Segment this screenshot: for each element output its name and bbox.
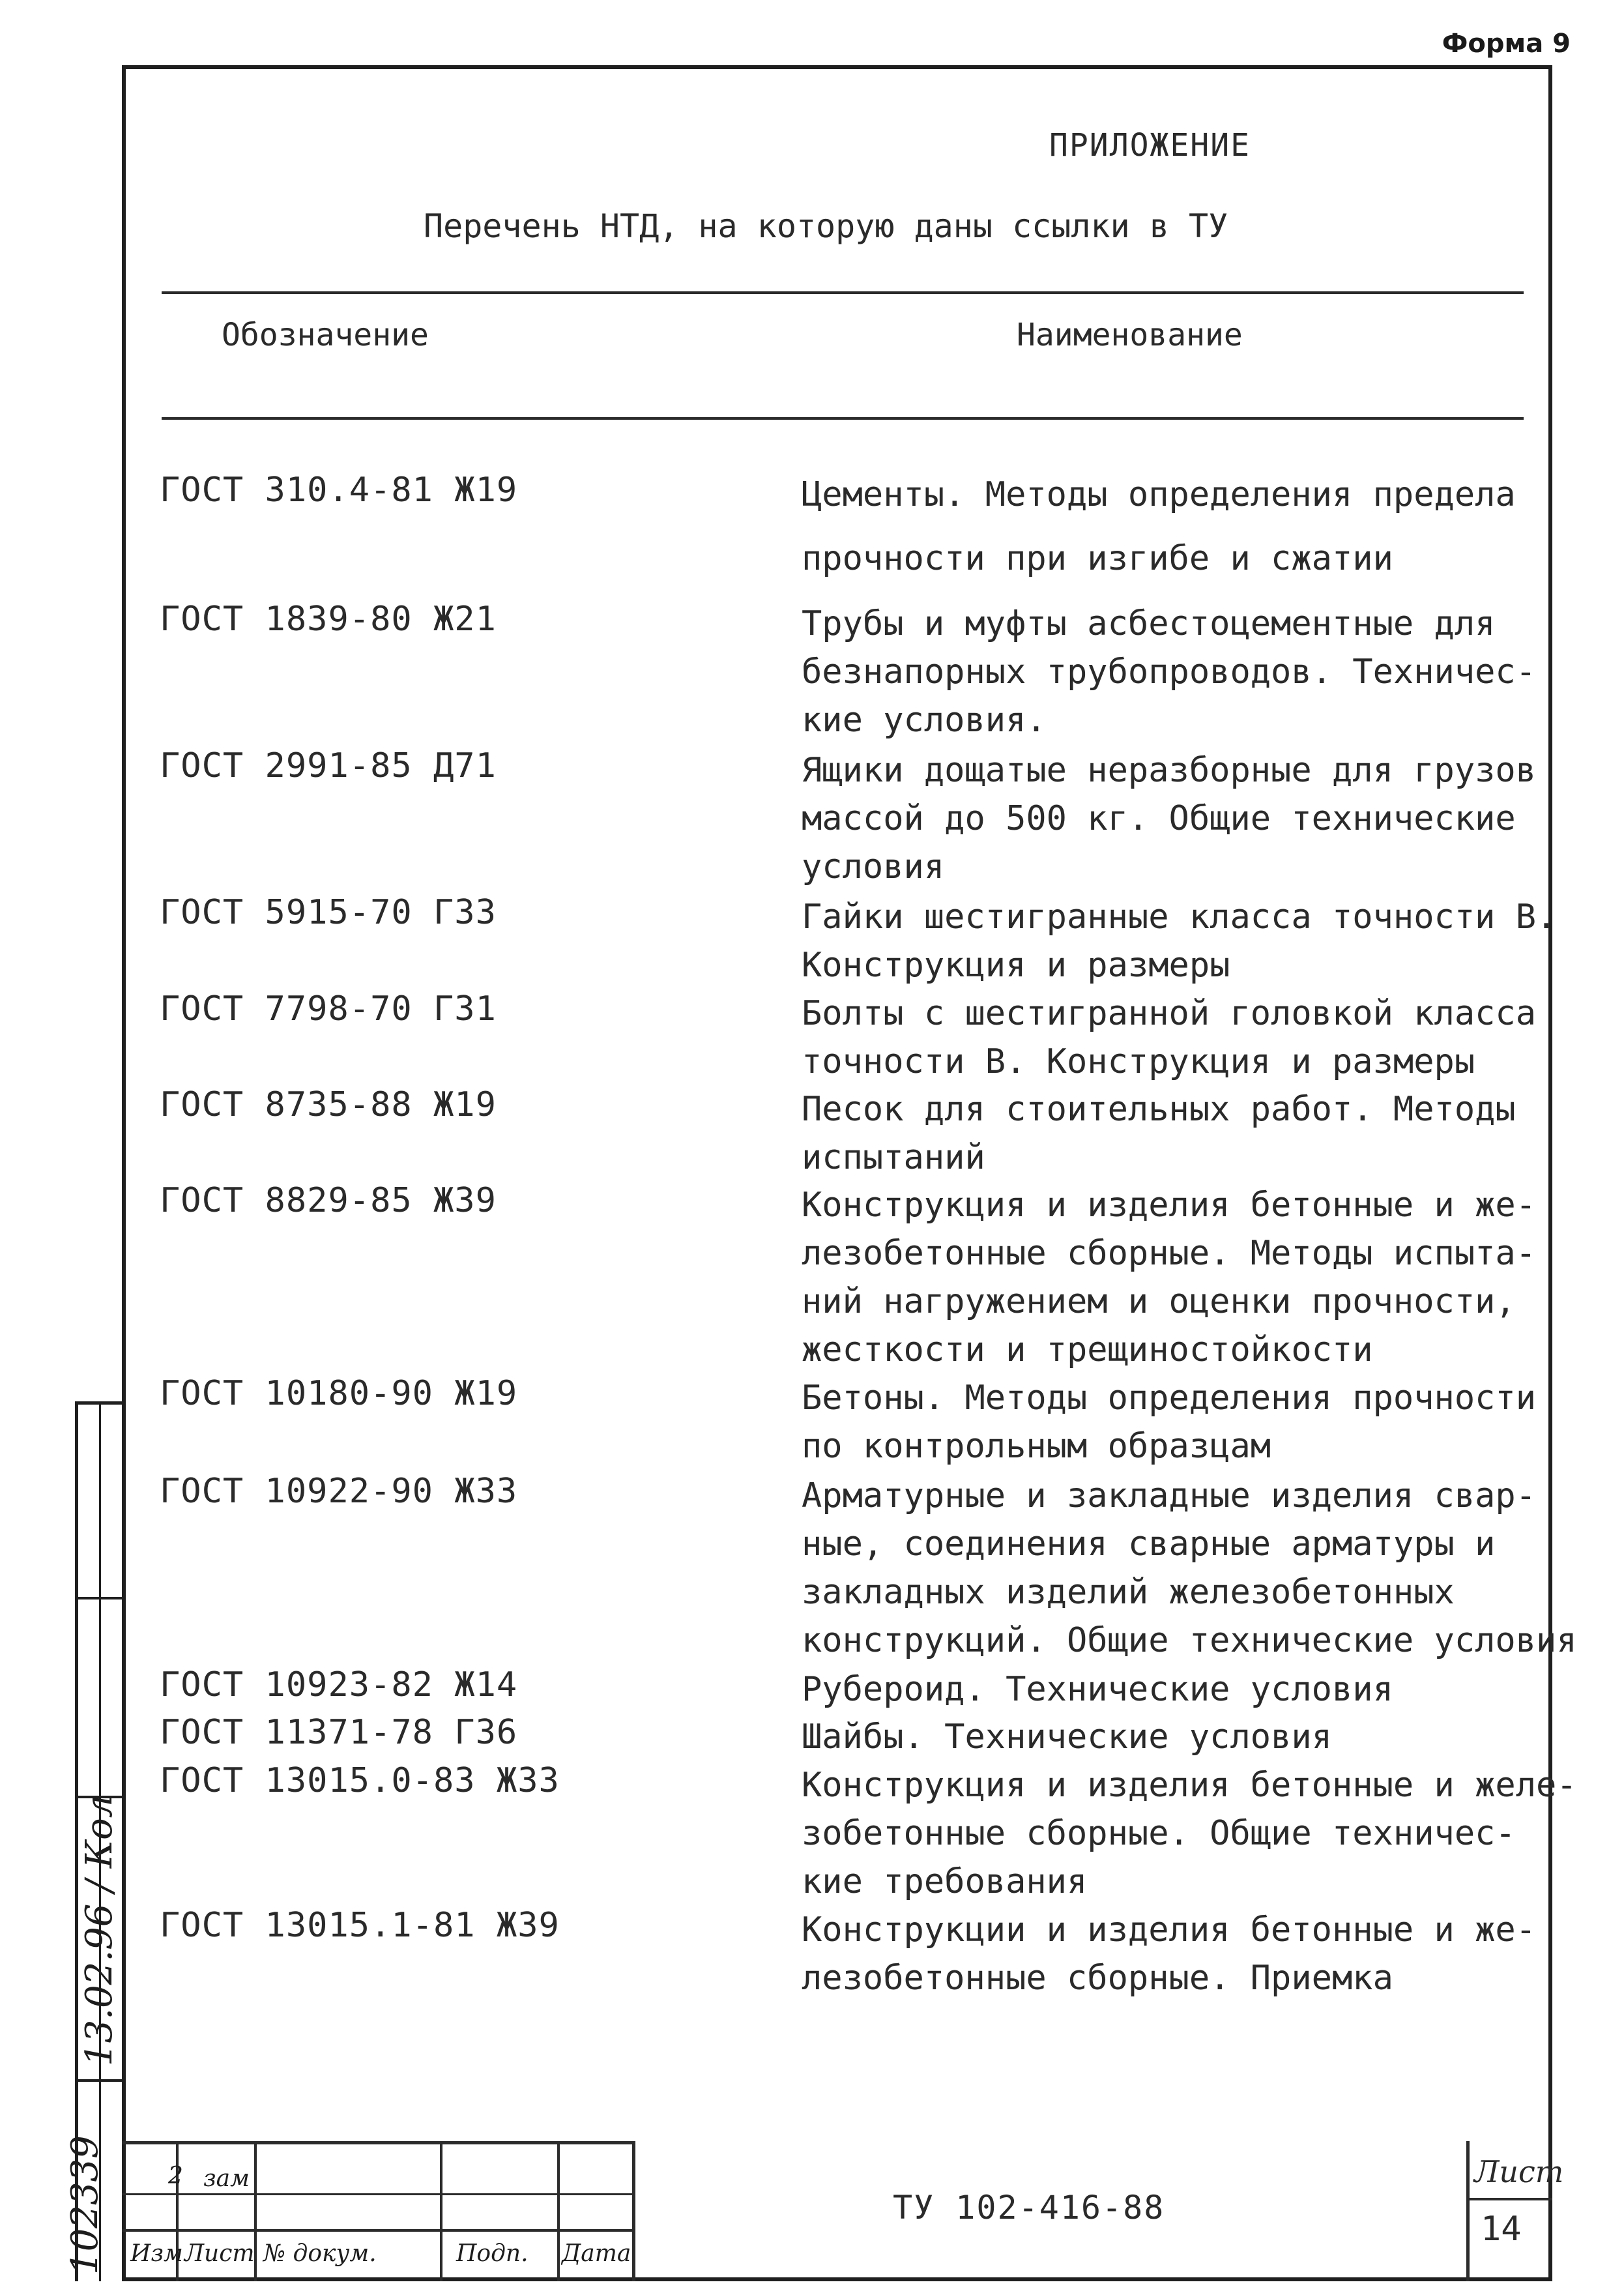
table-top-rule xyxy=(162,291,1524,294)
form-label: Форма 9 xyxy=(1442,29,1571,59)
standard-code: ГОСТ 10180-90 Ж19 xyxy=(160,1374,518,1413)
standard-name-line: по контрольным образцам xyxy=(802,1427,1271,1466)
label-signature: Подп. xyxy=(456,2240,529,2267)
standard-code: ГОСТ 1839-80 Ж21 xyxy=(160,600,497,639)
page-title: ПРИЛОЖЕНИЕ xyxy=(1049,127,1251,164)
standard-name-line: Конструкция и размеры xyxy=(802,946,1230,985)
label-date: Дата xyxy=(562,2240,631,2267)
standard-name-line: кие условия. xyxy=(802,701,1047,740)
standard-name-line: Шайбы. Технические условия xyxy=(802,1717,1332,1757)
standard-name xyxy=(802,746,1536,891)
standard-name-line: Песок для стоительных работ. Методы xyxy=(802,1090,1516,1129)
standard-code: ГОСТ 11371-78 Г36 xyxy=(160,1713,518,1752)
standard-name-line: Трубы и муфты асбестоцементные для xyxy=(802,604,1496,643)
standard-name xyxy=(802,1374,1536,1470)
label-sheet: Лист xyxy=(184,2240,255,2267)
standard-code: ГОСТ 2991-85 Д71 xyxy=(160,746,497,785)
standard-code: ГОСТ 310.4-81 Ж19 xyxy=(160,471,518,510)
standard-name-line: безнапорных трубопроводов. Техничес- xyxy=(802,652,1537,692)
title-block-sheet-rule xyxy=(1466,2198,1552,2200)
standard-name-line: Арматурные и закладные изделия свар- xyxy=(802,1476,1537,1515)
standard-name-line: конструкций. Общие технические условия xyxy=(802,1621,1577,1660)
standard-name-line: жесткости и трещиностойкости xyxy=(802,1330,1373,1369)
label-change: Изм xyxy=(130,2240,183,2267)
standard-name-line: прочности при изгибе и сжатии xyxy=(802,539,1393,578)
standard-name-line: лезобетонные сборные. Методы испыта- xyxy=(802,1234,1537,1273)
standard-name-line: условия xyxy=(802,847,945,886)
column-header-designation: Обозначение xyxy=(222,317,429,353)
page-subtitle: Перечень НТД, на которую даны ссылки в ТУ xyxy=(424,207,1228,245)
standard-name-line: Болты с шестигранной головкой класса xyxy=(802,994,1537,1033)
standard-name xyxy=(802,600,1536,744)
standard-name-line: массой до 500 кг. Общие технические xyxy=(802,799,1516,838)
column-header-name: Наименование xyxy=(1017,317,1243,353)
standard-name-line: Рубероид. Технические условия xyxy=(802,1670,1393,1709)
title-block-col-rule xyxy=(557,2141,560,2281)
standard-name-line: закладных изделий железобетонных xyxy=(802,1573,1455,1612)
margin-inventory-number: 102339 xyxy=(64,2135,106,2275)
standard-name-line: кие требования xyxy=(802,1862,1088,1901)
standard-name-line: Конструкции и изделия бетонные и же- xyxy=(802,1910,1537,1950)
sheet-label: Лист xyxy=(1474,2154,1564,2189)
standard-code: ГОСТ 7798-70 Г31 xyxy=(160,989,497,1029)
standard-code: ГОСТ 10923-82 Ж14 xyxy=(160,1665,518,1704)
rev-sheet-note: зам xyxy=(203,2165,250,2192)
standard-name-line: Цементы. Методы определения предела xyxy=(802,475,1516,514)
standard-name-line: Ящики дощатые неразборные для грузов xyxy=(802,751,1537,790)
standard-code: ГОСТ 13015.0-83 Ж33 xyxy=(160,1761,560,1800)
standard-code: ГОСТ 5915-70 Г33 xyxy=(160,893,497,932)
standard-name xyxy=(802,1085,1516,1182)
label-document-number: № докум. xyxy=(263,2240,377,2267)
sheet-number: 14 xyxy=(1481,2210,1522,2249)
title-block-col-rule xyxy=(1466,2141,1470,2281)
standard-name xyxy=(802,1665,1393,1714)
standard-name xyxy=(802,1713,1332,1761)
table-header-rule xyxy=(162,417,1524,420)
document-designation: ТУ 102-416-88 xyxy=(893,2189,1165,2227)
standard-code: ГОСТ 10922-90 Ж33 xyxy=(160,1472,518,1511)
standard-name-line: зобетонные сборные. Общие техничес- xyxy=(802,1814,1516,1853)
standard-name-line: Конструкция и изделия бетонные и желе- xyxy=(802,1766,1577,1805)
standard-name xyxy=(802,989,1536,1086)
standard-name-line: Гайки шестигранные класса точности В. xyxy=(802,898,1557,937)
standard-name-line: Конструкция и изделия бетонные и же- xyxy=(802,1186,1537,1225)
title-block-col-rule xyxy=(632,2141,635,2281)
standard-name xyxy=(802,1761,1577,1906)
standard-name-line: испытаний xyxy=(802,1138,985,1177)
standard-name xyxy=(802,471,1516,583)
standard-name xyxy=(802,1472,1577,1665)
standard-name-line: ний нагружением и оценки прочности, xyxy=(802,1282,1516,1321)
margin-date-signature: 13.02.96 / Кол xyxy=(78,1794,121,2066)
standard-code: ГОСТ 8735-88 Ж19 xyxy=(160,1085,497,1124)
standard-name xyxy=(802,1906,1536,2002)
standard-name xyxy=(802,893,1556,989)
standard-name-line: точности В. Конструкция и размеры xyxy=(802,1042,1475,1081)
rev-change-number: 2 xyxy=(168,2163,183,2189)
title-block-col-rule xyxy=(440,2141,442,2281)
standard-name-line: ные, соединения сварные арматуры и xyxy=(802,1525,1496,1564)
standard-code: ГОСТ 8829-85 Ж39 xyxy=(160,1181,497,1220)
standard-name-line: лезобетонные сборные. Приемка xyxy=(802,1959,1393,1998)
standard-name xyxy=(802,1181,1536,1374)
standard-name-line: Бетоны. Методы определения прочности xyxy=(802,1379,1537,1418)
standard-code: ГОСТ 13015.1-81 Ж39 xyxy=(160,1906,560,1945)
